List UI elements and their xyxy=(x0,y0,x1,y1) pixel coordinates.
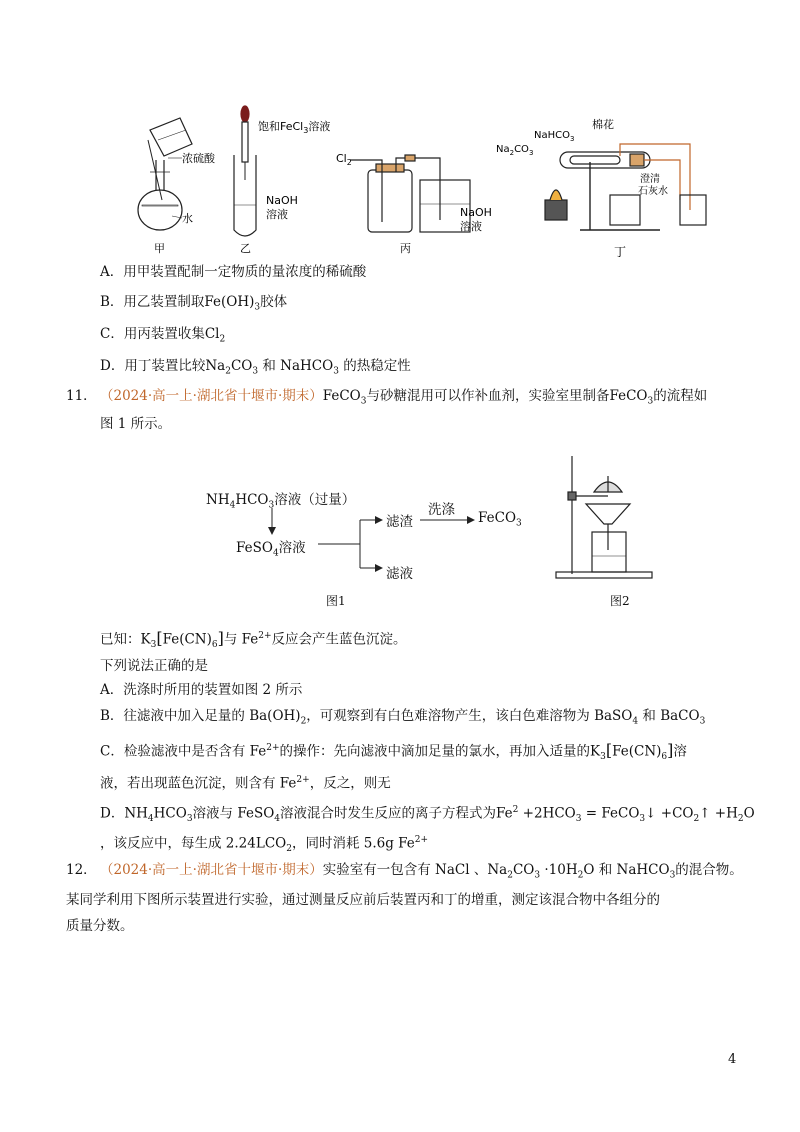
q11-stem-line2: 图 1 所示。 xyxy=(100,416,172,432)
flow-filtrate: 滤液 xyxy=(386,566,413,582)
flow-product: FeCO$_3$ xyxy=(478,510,522,529)
ding-lime-label-1: 澄清 xyxy=(640,174,660,185)
q10-option-a: A．用甲装置配制一定物质的量浓度的稀硫酸 xyxy=(100,264,367,280)
q10-option-c: C．用丙装置收集$Cl_2$ xyxy=(100,326,226,345)
q11-known: 已知：$K_3[Fe(CN)_6]$与 $Fe^{2+}$反应会产生蓝色沉淀。 xyxy=(100,628,407,651)
figure1-caption: 图1 xyxy=(326,594,346,608)
q11-option-a: A．洗涤时所用的装置如图 2 所示 xyxy=(100,682,303,698)
flow-arrows xyxy=(200,480,500,590)
q11-option-c-line2: 液，若出现蓝色沉淀，则含有 $Fe^{2+}$，反之，则无 xyxy=(100,775,391,792)
flow-reagent: $NH_4HCO_3$溶液（过量） xyxy=(206,492,356,511)
q12-stem-line1: （2024·高一上·湖北省十堰市·期末）实验室有一包含有 NaCl 、$Na_2CO_3 \cdot 10H_2O$ 和 NaHCO$_3$的混合物。 xyxy=(100,862,743,881)
jia-acid-label: 浓硫酸 xyxy=(182,152,215,165)
flow-feso4: FeSO$_4$溶液 xyxy=(236,540,306,559)
yi-caption: 乙 xyxy=(240,242,251,255)
q11-stem-line1: （2024·高一上·湖北省十堰市·期末）FeCO$_3$与砂糖混用可以作补血剂，实验室里制备FeCO$_3$的流程如 xyxy=(100,388,708,407)
ding-lime-label-2: 石灰水 xyxy=(638,186,668,197)
q11-option-d-line1: D．$NH_4HCO_3$溶液与 FeSO$_4$溶液混合时发生反应的离子方程式为$Fe^2 +2HCO_3$ = FeCO$_3$↓ $+CO_2↑ +H_2O$ xyxy=(100,805,755,825)
q11-ask: 下列说法正确的是 xyxy=(100,658,208,674)
bing-sol-label: 溶液 xyxy=(460,220,482,233)
yi-sol-label: 溶液 xyxy=(266,208,288,221)
ding-na2co3-label: $Na_2CO_3$ xyxy=(496,144,534,157)
figure-bing xyxy=(350,155,470,232)
q11-number: 11． xyxy=(66,388,97,404)
q12-stem-line3: 质量分数。 xyxy=(66,918,134,934)
q10-option-d: D．用丁装置比较$Na_2CO_3$ 和 NaHCO$_3$ 的热稳定性 xyxy=(100,358,411,377)
jia-caption: 甲 xyxy=(154,242,165,255)
q12-stem-line2: 某同学利用下图所示装置进行实验，通过测量反应前后装置丙和丁的增重，测定该混合物中各组分的 xyxy=(66,892,660,908)
jia-water-label: 水 xyxy=(182,212,193,225)
page-number: 4 xyxy=(728,1052,737,1067)
ding-caption: 丁 xyxy=(614,245,627,259)
figure2-caption: 图2 xyxy=(610,594,630,608)
apparatus-figures xyxy=(120,100,720,260)
ding-nahco3-label: NaHCO$_3$ xyxy=(534,130,575,143)
q11-option-b: B．往滤液中加入足量的 $Ba(OH)_2$，可观察到有白色难溶物产生，该白色难溶物为 BaSO$_4$ 和 BaCO$_3$ xyxy=(100,708,706,727)
ding-cotton-label: 棉花 xyxy=(592,118,614,131)
bing-cl2-label: $Cl_2$ xyxy=(336,152,352,167)
flow-wash-label: 洗涤 xyxy=(428,502,455,518)
yi-top-label: 饱和FeCl$_3$溶液 xyxy=(258,120,331,135)
yi-naoh-label: NaOH xyxy=(266,194,298,207)
q12-number: 12． xyxy=(66,862,97,878)
figure-yi xyxy=(234,106,256,236)
q11-option-c-line1: C．检验滤液中是否含有 $Fe^{2+}$的操作：先向滤液中滴加足量的氯水，再加入适量的$K_3[Fe(CN)_6]$溶 xyxy=(100,740,687,763)
filtration-apparatus xyxy=(548,452,658,582)
figure-ding xyxy=(545,144,706,230)
bing-caption: 丙 xyxy=(400,242,411,255)
flow-residue: 滤渣 xyxy=(386,514,413,530)
q11-option-d-line2: ，该反应中，每生成 $2.24LCO_2$，同时消耗 5.6g $Fe^{2+}$ xyxy=(100,835,429,855)
bing-naoh-label: NaOH xyxy=(460,206,492,219)
q10-option-b: B．用乙装置制取$Fe(OH)_3$胶体 xyxy=(100,294,288,313)
